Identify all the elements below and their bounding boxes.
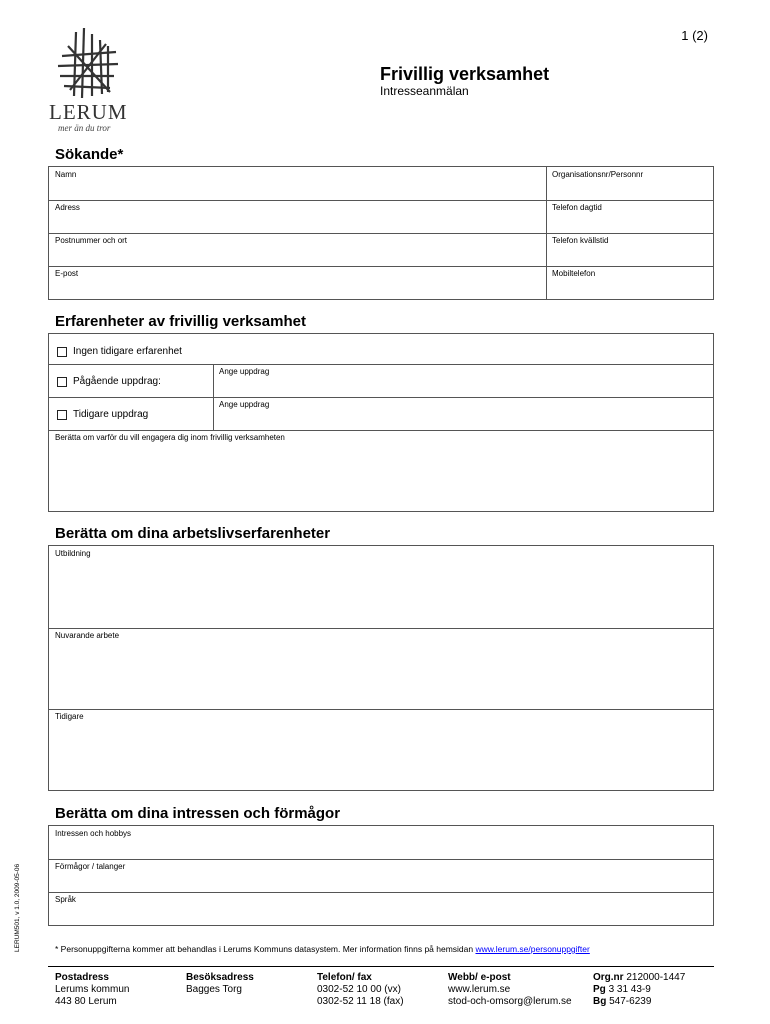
checkbox-previous[interactable]: [57, 410, 67, 420]
motivation-field[interactable]: [49, 430, 713, 511]
footer-heading: Besöksadress: [186, 972, 254, 983]
postal-field[interactable]: [49, 233, 546, 266]
footer-org: [593, 972, 685, 1008]
previous-job-field[interactable]: [49, 709, 713, 790]
checkbox-none-row[interactable]: [57, 346, 182, 357]
previous-assignment-field[interactable]: [213, 397, 713, 430]
email-field[interactable]: [49, 266, 546, 299]
field-label: Ange uppdrag: [219, 400, 270, 409]
checkbox-previous-row[interactable]: [57, 409, 148, 420]
field-label: Intressen och hobbys: [55, 829, 132, 838]
field-label: Utbildning: [55, 549, 91, 558]
section-heading-arbetsliv: Berätta om dina arbetslivserfarenheter: [55, 525, 331, 542]
footer-text: 443 80 Lerum: [55, 996, 117, 1007]
ongoing-assignment-field[interactable]: [213, 364, 713, 397]
checkbox-none-label: Ingen tidigare erfarenhet: [73, 346, 182, 357]
checkbox-ongoing[interactable]: [57, 377, 67, 387]
field-label: E-post: [55, 269, 79, 278]
field-label: Namn: [55, 170, 77, 179]
arbetsliv-table: [48, 545, 714, 791]
field-label: Ange uppdrag: [219, 367, 270, 376]
orgnr-field[interactable]: [546, 167, 713, 200]
field-label: Nuvarande arbete: [55, 631, 120, 640]
footer-heading: Bg: [593, 996, 607, 1007]
svg-text:.: .: [48, 13, 53, 30]
mobile-field[interactable]: [546, 266, 713, 299]
checkbox-ongoing-label: Pågående uppdrag:: [73, 376, 161, 387]
logo-wordmark: LERUM: [49, 100, 128, 124]
section-heading-intressen: Berätta om dina intressen och förmågor: [55, 805, 341, 822]
privacy-footnote: [55, 944, 590, 954]
checkbox-previous-label: Tidigare uppdrag: [73, 409, 149, 420]
field-label: Förmågor / talanger: [55, 862, 126, 871]
footer-text: Lerums kommun: [55, 984, 130, 995]
field-label: Postnummer och ort: [55, 236, 128, 245]
sokande-table: [48, 166, 714, 300]
erfarenheter-table: [48, 333, 714, 512]
section-heading-sokande: Sökande*: [55, 146, 124, 163]
field-label: Tidigare: [55, 712, 84, 721]
footer-heading: Org.nr: [593, 972, 624, 983]
footer-text: Bagges Torg: [186, 984, 242, 995]
page-number: 1 (2): [681, 28, 708, 43]
name-field[interactable]: [49, 167, 546, 200]
field-label: Telefon kvällstid: [552, 236, 609, 245]
phone-day-field[interactable]: [546, 200, 713, 233]
address-field[interactable]: [49, 200, 546, 233]
field-label: Berätta om varför du vill engagera dig inom frivillig verksamheten: [55, 433, 285, 442]
footer-divider: [48, 966, 714, 967]
intressen-table: [48, 825, 714, 926]
field-label: Telefon dagtid: [552, 203, 602, 212]
field-label: Adress: [55, 203, 80, 212]
footer-heading: Webb/ e-post: [448, 972, 511, 983]
footer-text: www.lerum.se: [448, 984, 511, 995]
field-label: Organisationsnr/Personnr: [552, 170, 644, 179]
footer-telefon: [317, 972, 404, 1008]
footer-text: 0302-52 10 00 (vx): [317, 984, 401, 995]
document-code: LERUM501, v 1.0, 2009-05-06: [14, 863, 21, 952]
section-heading-erfarenheter: Erfarenheter av frivillig verksamhet: [55, 313, 306, 330]
footer-text: 212000-1447: [626, 972, 686, 983]
footer-text: 547-6239: [609, 996, 652, 1007]
footer-text: stod-och-omsorg@lerum.se: [448, 996, 572, 1007]
footer-heading: Postadress: [55, 972, 109, 983]
checkbox-ongoing-row[interactable]: [57, 376, 161, 387]
field-label: Mobiltelefon: [552, 269, 596, 278]
phone-evening-field[interactable]: [546, 233, 713, 266]
logo-tagline: mer än du tror: [58, 123, 111, 133]
footnote-text: * Personuppgifterna kommer att behandlas i Lerums Kommuns datasystem. Mer information finns på hemsidan: [55, 944, 476, 954]
field-label: Språk: [55, 895, 76, 904]
page-title: Frivillig verksamhet: [380, 64, 550, 84]
checkbox-none[interactable]: [57, 347, 67, 357]
education-field[interactable]: [49, 546, 713, 628]
footer-text: 3 31 43-9: [608, 984, 651, 995]
footer-heading: Pg: [593, 984, 606, 995]
footer-webb: [448, 972, 572, 1008]
footer-besoksadress: [186, 972, 254, 996]
footer-heading: Telefon/ fax: [317, 972, 372, 983]
footer-text: 0302-52 11 18 (fax): [317, 996, 404, 1007]
privacy-link[interactable]: www.lerum.se/personuppgifter: [475, 944, 590, 954]
footer-postadress: [55, 972, 129, 1008]
current-job-field[interactable]: [49, 628, 713, 709]
hobbies-field[interactable]: [49, 826, 713, 859]
talents-field[interactable]: [49, 859, 713, 892]
page-subtitle: Intresseanmälan: [380, 84, 469, 98]
languages-field[interactable]: [49, 892, 713, 925]
